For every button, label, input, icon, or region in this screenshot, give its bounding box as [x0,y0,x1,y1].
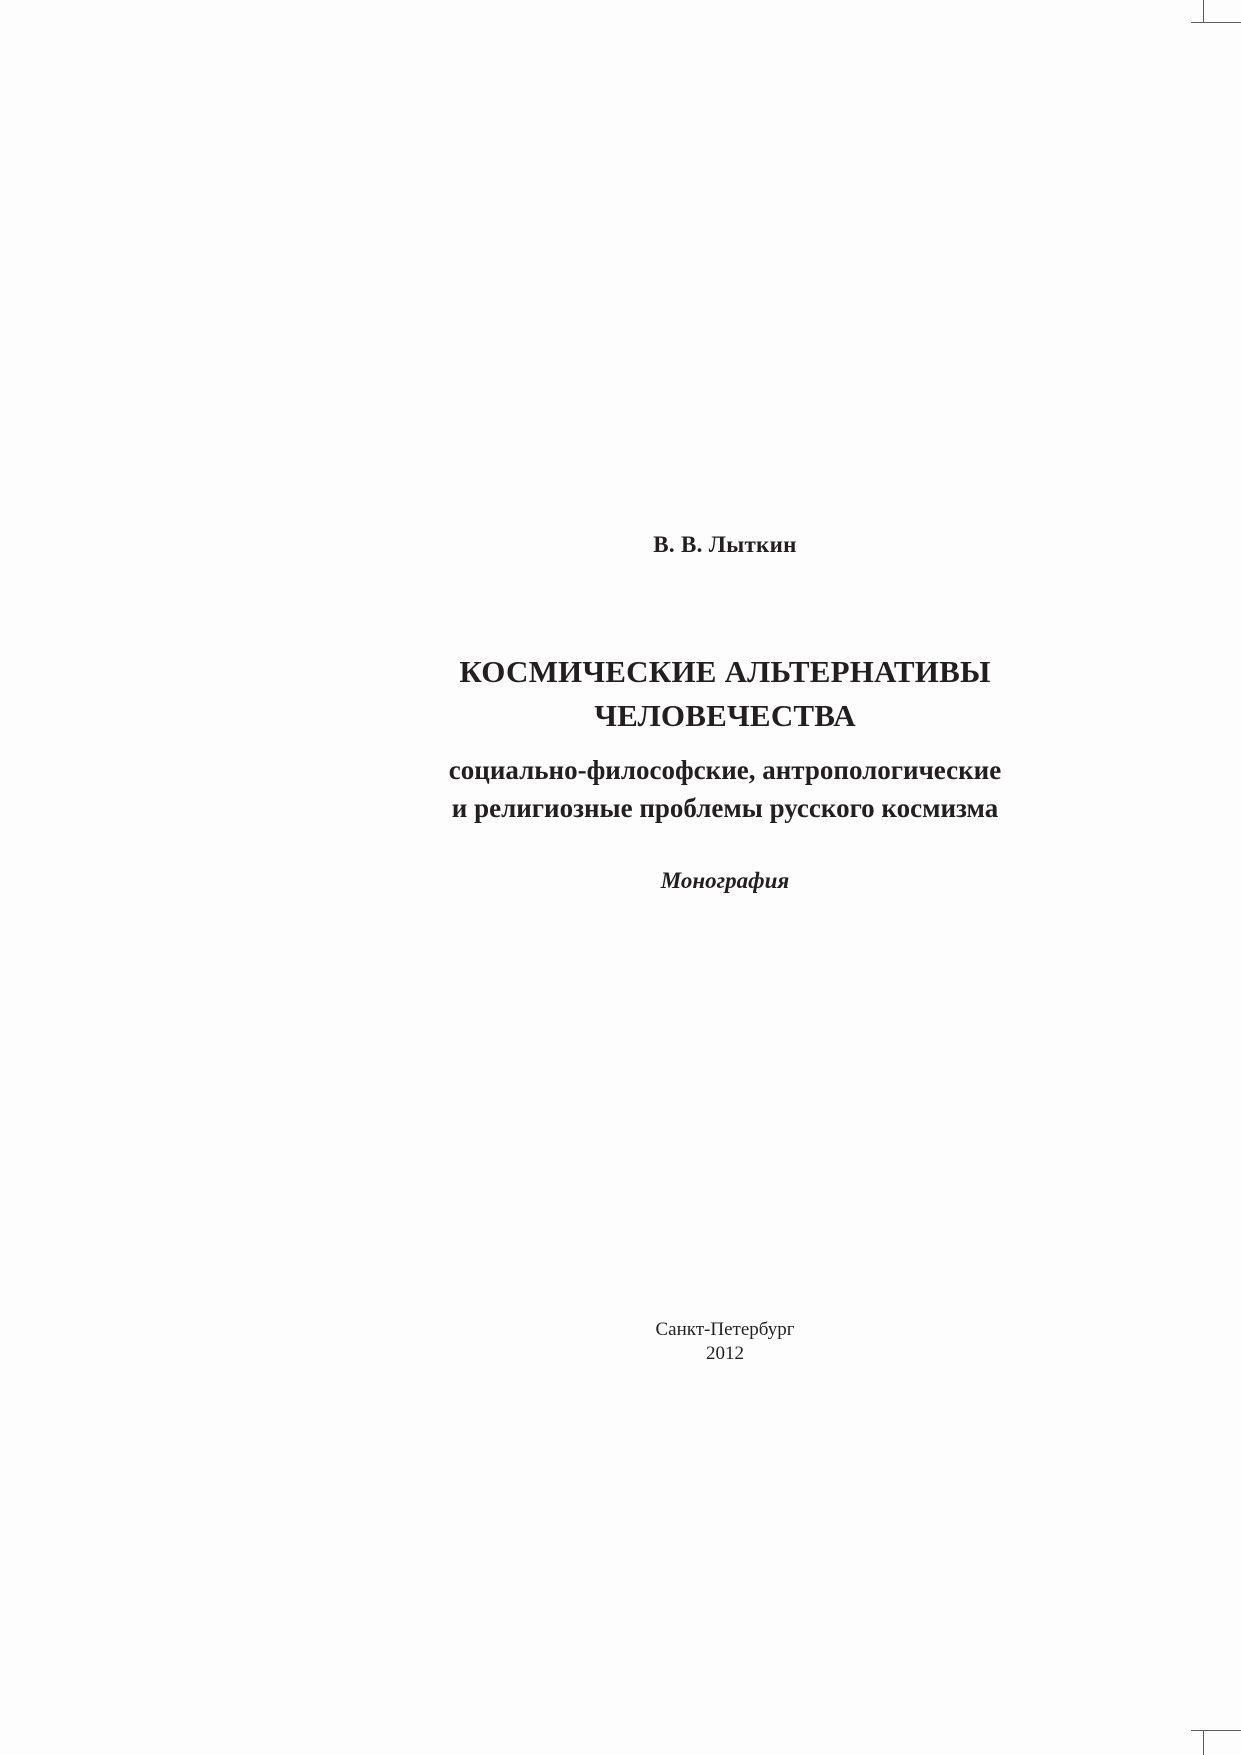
book-subtitle-line: и религиозные проблемы русского космизма [451,793,999,823]
crop-mark-top [1203,0,1204,22]
crop-mark-bottom [1203,1730,1204,1755]
crop-mark-top [1191,22,1241,23]
crop-mark-bottom [1191,1730,1241,1731]
book-title-line: КОСМИЧЕСКИЕ АЛЬТЕРНАТИВЫ [459,654,991,689]
author-name: В. В. Лыткин [653,532,797,557]
imprint-city: Санкт-Петербург [655,1319,795,1340]
book-title [400,650,1050,738]
publication-genre: Монография [660,868,790,893]
imprint [400,1318,1050,1366]
book-subtitle-line: социально-философские, антропологические [448,755,1002,785]
book-title-line: ЧЕЛОВЕЧЕСТВА [594,698,856,733]
imprint-year: 2012 [706,1343,744,1364]
book-subtitle [400,751,1050,827]
